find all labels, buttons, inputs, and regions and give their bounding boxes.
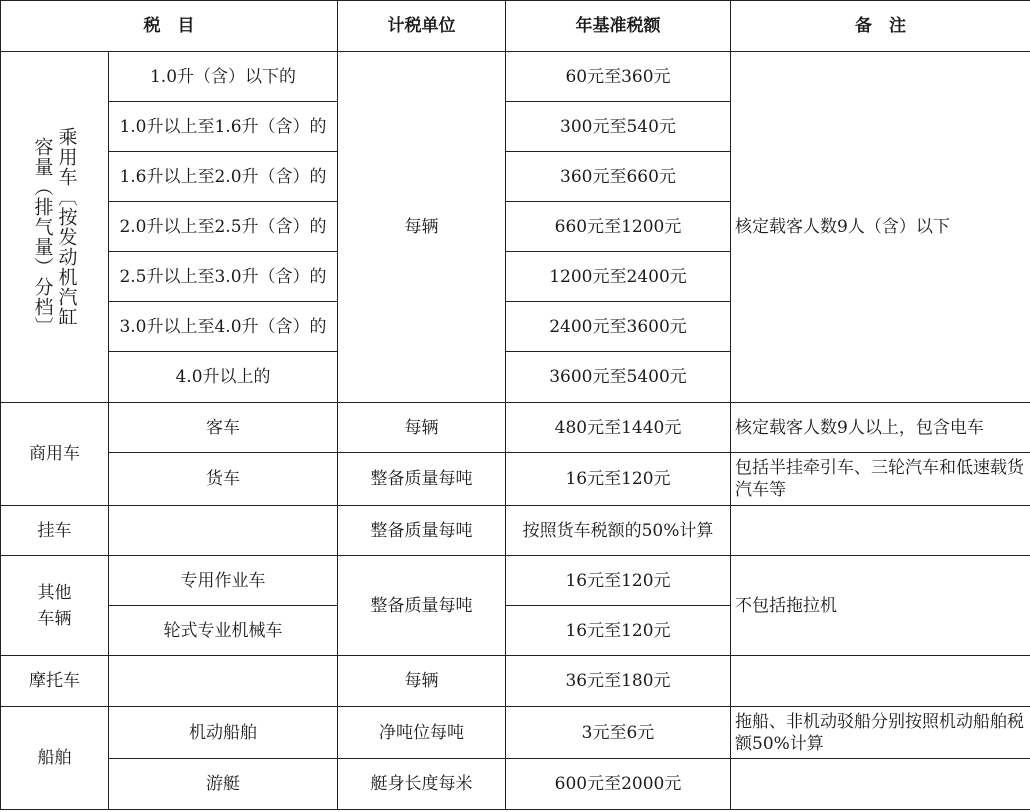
passenger-label-line1: 乘用车〔按发动机汽缸 (55, 127, 78, 327)
unit: 艇身长度每米 (338, 759, 506, 810)
passenger-note: 核定载客人数9人（含）以下 (731, 52, 1030, 403)
other-unit: 整备质量每吨 (338, 556, 506, 656)
table-row (1, 656, 1030, 707)
sub-item: 4.0升以上的 (109, 352, 338, 403)
header-row (1, 1, 1030, 52)
sub-item: 货车 (109, 453, 338, 506)
amount: 480元至1440元 (506, 403, 731, 453)
passenger-label-line2: 容量（排气量）分档〕 (31, 137, 54, 337)
table-row (1, 453, 1030, 506)
header-unit: 计税单位 (338, 1, 506, 52)
amount: 360元至660元 (506, 152, 731, 202)
unit: 每辆 (338, 656, 506, 707)
other-label (1, 556, 109, 656)
passenger-unit: 每辆 (338, 52, 506, 403)
commercial-label: 商用车 (1, 403, 109, 506)
note: 核定载客人数9人以上，包含电车 (731, 403, 1030, 453)
empty-cell (731, 506, 1030, 556)
amount: 2400元至3600元 (506, 302, 731, 352)
empty-cell (109, 656, 338, 707)
empty-cell (731, 656, 1030, 707)
sub-item: 专用作业车 (109, 556, 338, 606)
table-row (1, 403, 1030, 453)
passenger-car-label (1, 52, 109, 403)
table-row (1, 506, 1030, 556)
other-label-text: 其他车辆 (37, 582, 72, 629)
amount: 16元至120元 (506, 453, 731, 506)
unit: 净吨位每吨 (338, 707, 506, 759)
amount: 按照货车税额的50%计算 (506, 506, 731, 556)
sub-item: 1.6升以上至2.0升（含）的 (109, 152, 338, 202)
unit: 整备质量每吨 (338, 453, 506, 506)
sub-item: 游艇 (109, 759, 338, 810)
sub-item: 3.0升以上至4.0升（含）的 (109, 302, 338, 352)
amount: 3元至6元 (506, 707, 731, 759)
unit: 每辆 (338, 403, 506, 453)
sub-item: 轮式专业机械车 (109, 606, 338, 656)
note: 拖船、非机动驳船分别按照机动船舶税额50%计算 (731, 707, 1030, 759)
amount: 600元至2000元 (506, 759, 731, 810)
sub-item: 客车 (109, 403, 338, 453)
table-row (1, 556, 1030, 606)
amount: 60元至360元 (506, 52, 731, 102)
motorcycle-label: 摩托车 (1, 656, 109, 707)
header-amount: 年基准税额 (506, 1, 731, 52)
amount: 16元至120元 (506, 606, 731, 656)
table-row (1, 759, 1030, 810)
sub-item: 1.0升（含）以下的 (109, 52, 338, 102)
header-note: 备 注 (731, 1, 1030, 52)
empty-cell (731, 759, 1030, 810)
sub-item: 2.5升以上至3.0升（含）的 (109, 252, 338, 302)
amount: 300元至540元 (506, 102, 731, 152)
sub-item: 2.0升以上至2.5升（含）的 (109, 202, 338, 252)
trailer-label: 挂车 (1, 506, 109, 556)
sub-item: 机动船舶 (109, 707, 338, 759)
amount: 3600元至5400元 (506, 352, 731, 403)
table-row (1, 52, 1030, 102)
empty-cell (109, 506, 338, 556)
note: 包括半挂牵引车、三轮汽车和低速载货汽车等 (731, 453, 1030, 506)
other-note: 不包括拖拉机 (731, 556, 1030, 656)
sub-item: 1.0升以上至1.6升（含）的 (109, 102, 338, 152)
ship-label: 船舶 (1, 707, 109, 810)
amount: 36元至180元 (506, 656, 731, 707)
unit: 整备质量每吨 (338, 506, 506, 556)
amount: 16元至120元 (506, 556, 731, 606)
amount: 1200元至2400元 (506, 252, 731, 302)
amount: 660元至1200元 (506, 202, 731, 252)
header-item: 税 目 (1, 1, 338, 52)
table-row (1, 707, 1030, 759)
